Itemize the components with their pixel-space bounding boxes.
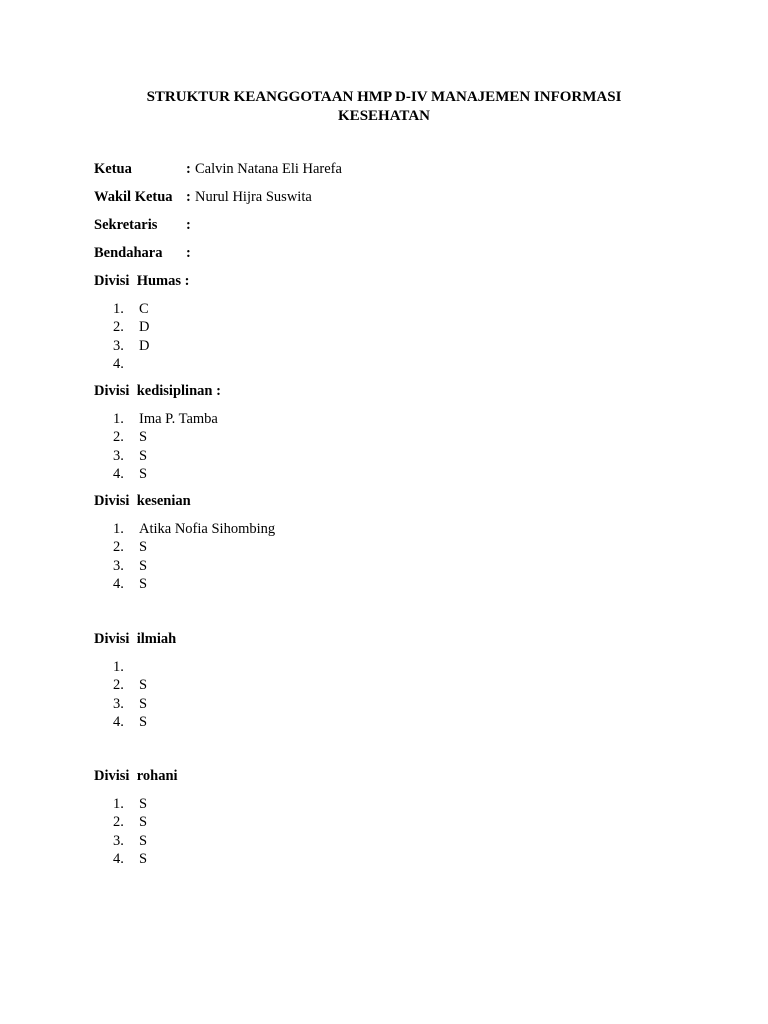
document-title <box>80 88 688 126</box>
division-heading-ilmiah: Divisi ilmiah <box>94 631 177 647</box>
member-name: C <box>139 301 149 317</box>
member-name: S <box>139 796 148 812</box>
list-number: 3. <box>113 695 124 712</box>
list-number: 2. <box>113 429 124 446</box>
division-heading-kedisiplinan: Divisi kedisiplinan : <box>94 383 221 399</box>
member-name: S <box>139 539 148 556</box>
field-colon: : <box>186 189 191 205</box>
list-number: 2. <box>113 677 124 694</box>
list-number: 3. <box>113 832 124 849</box>
list-number: 1. <box>113 796 124 812</box>
list-number: 2. <box>113 814 124 831</box>
list-number: 3. <box>113 557 124 574</box>
member-name: S <box>139 713 148 730</box>
list-number: 1. <box>113 411 124 427</box>
list-number: 4. <box>113 575 124 592</box>
member-name: S <box>139 465 148 482</box>
title-line-2: KESEHATAN <box>338 108 430 124</box>
member-name: S <box>139 850 148 867</box>
member-name: D <box>139 319 150 336</box>
field-value: Calvin Natana Eli Harefa <box>195 161 342 177</box>
member-name: Atika Nofia Sihombing <box>139 521 276 537</box>
field-colon: : <box>186 217 191 233</box>
division-heading-kesenian: Divisi kesenian <box>94 493 191 509</box>
list-number: 4. <box>113 713 124 730</box>
list-number: 1. <box>113 659 124 675</box>
field-value: Nurul Hijra Suswita <box>195 189 312 205</box>
title-line-1: STRUKTUR KEANGGOTAAN HMP D-IV MANAJEMEN INFORMASI <box>146 89 622 105</box>
list-number: 3. <box>113 447 124 464</box>
list-number: 2. <box>113 539 124 556</box>
field-label: Ketua <box>94 161 132 177</box>
list-number: 1. <box>113 521 124 537</box>
member-name: D <box>139 337 150 354</box>
member-name: S <box>139 575 148 592</box>
list-number: 4. <box>113 850 124 867</box>
list-number: 3. <box>113 337 124 354</box>
field-colon: : <box>186 245 191 261</box>
list-number: 4. <box>113 465 124 482</box>
division-heading-humas: Divisi Humas : <box>94 273 190 289</box>
division-heading-rohani: Divisi rohani <box>94 768 178 784</box>
member-name: S <box>139 557 148 574</box>
member-name: S <box>139 832 148 849</box>
member-name: S <box>139 429 148 446</box>
list-number: 1. <box>113 301 124 317</box>
field-label: Wakil Ketua <box>94 189 173 205</box>
field-colon: : <box>186 161 191 177</box>
field-label: Sekretaris <box>94 217 158 233</box>
member-name: S <box>139 447 148 464</box>
member-name: Ima P. Tamba <box>139 411 218 427</box>
list-number: 4. <box>113 355 124 372</box>
field-label: Bendahara <box>94 245 163 261</box>
member-name: S <box>139 677 148 694</box>
member-name: S <box>139 695 148 712</box>
member-name: S <box>139 814 148 831</box>
list-number: 2. <box>113 319 124 336</box>
